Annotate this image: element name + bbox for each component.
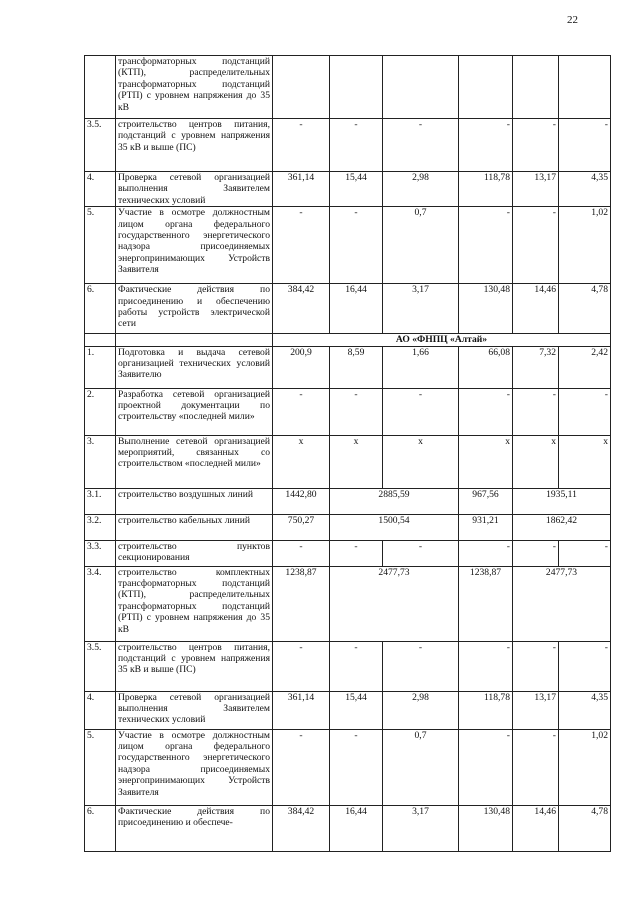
table-row <box>85 119 611 172</box>
value-cell: 1,02 <box>559 729 611 805</box>
value-cell: - <box>330 729 383 805</box>
value-cell <box>513 56 559 119</box>
value-cell: - <box>513 388 559 435</box>
merged-value-cell: 1862,42 <box>513 514 611 540</box>
value-cell: 384,42 <box>273 805 330 851</box>
row-number: 6. <box>85 805 116 851</box>
value-cell: 1238,87 <box>459 566 513 641</box>
value-cell: - <box>459 207 513 284</box>
row-description: Разработка сетевой организацией проектной документации по строительству «последней мили» <box>116 388 273 435</box>
value-cell: - <box>513 540 559 566</box>
table-row <box>85 488 611 514</box>
value-cell: х <box>559 435 611 488</box>
value-cell: 0,7 <box>383 729 459 805</box>
row-description: строительство центров питания, подстанций с уровнем напряжения 35 кВ и выше (ПС) <box>116 119 273 172</box>
table-row <box>85 540 611 566</box>
value-cell: - <box>513 729 559 805</box>
table-row <box>85 805 611 851</box>
value-cell: 14,46 <box>513 805 559 851</box>
value-cell: 66,08 <box>459 346 513 388</box>
row-description: строительство кабельных линий <box>116 514 273 540</box>
table-row <box>85 435 611 488</box>
organization-row <box>85 334 611 346</box>
table-row <box>85 388 611 435</box>
value-cell: 8,59 <box>330 346 383 388</box>
value-cell: 15,44 <box>330 691 383 729</box>
row-number: 6. <box>85 284 116 334</box>
table-row <box>85 207 611 284</box>
value-cell: 3,17 <box>383 805 459 851</box>
value-cell: 967,56 <box>459 488 513 514</box>
row-description: Фактические действия по присоединению и обеспечению работы устройств электрической сети <box>116 284 273 334</box>
value-cell: 14,46 <box>513 284 559 334</box>
value-cell: - <box>459 641 513 691</box>
value-cell: 1442,80 <box>273 488 330 514</box>
table-row <box>85 284 611 334</box>
value-cell: 118,78 <box>459 691 513 729</box>
tariff-table <box>84 55 611 852</box>
value-cell: - <box>330 540 383 566</box>
row-number: 3.5. <box>85 641 116 691</box>
row-number: 3.2. <box>85 514 116 540</box>
table-body <box>85 56 611 852</box>
table-row <box>85 566 611 641</box>
value-cell: - <box>559 540 611 566</box>
row-description: строительство воздушных линий <box>116 488 273 514</box>
value-cell: - <box>559 641 611 691</box>
merged-value-cell: 2885,59 <box>330 488 459 514</box>
merged-value-cell: 1500,54 <box>330 514 459 540</box>
value-cell: - <box>273 641 330 691</box>
value-cell: х <box>330 435 383 488</box>
table-row <box>85 691 611 729</box>
value-cell: 4,35 <box>559 172 611 207</box>
row-number: 3.3. <box>85 540 116 566</box>
value-cell: 1238,87 <box>273 566 330 641</box>
value-cell: 361,14 <box>273 691 330 729</box>
value-cell: - <box>330 207 383 284</box>
value-cell: - <box>383 119 459 172</box>
value-cell: 1,02 <box>559 207 611 284</box>
row-number <box>85 56 116 119</box>
row-description: Проверка сетевой организацией выполнения Заявителем технических условий <box>116 691 273 729</box>
row-description: Участие в осмотре должностным лицом органа федерального государственного энергетического надзора присоединяемых энергопринимающих Устройств Заявителя <box>116 729 273 805</box>
value-cell: х <box>459 435 513 488</box>
org-empty-cell <box>85 334 116 346</box>
value-cell: - <box>273 207 330 284</box>
table-row <box>85 346 611 388</box>
table-row <box>85 56 611 119</box>
value-cell: 16,44 <box>330 284 383 334</box>
merged-value-cell: 2477,73 <box>330 566 459 641</box>
value-cell: 750,27 <box>273 514 330 540</box>
table-row <box>85 729 611 805</box>
org-empty-cell <box>116 334 273 346</box>
merged-value-cell: 2477,73 <box>513 566 611 641</box>
value-cell: 2,42 <box>559 346 611 388</box>
row-description: Участие в осмотре должностным лицом органа федерального государственного энергетического надзора присоединяемых энергопринимающих Устройств Заявителя <box>116 207 273 284</box>
value-cell: - <box>459 388 513 435</box>
value-cell: - <box>330 641 383 691</box>
row-description: трансформаторных подстанций (КТП), распределительных трансформаторных подстанций (РТП) с уровнем напряжения до 35 кВ <box>116 56 273 119</box>
value-cell: - <box>273 540 330 566</box>
value-cell: - <box>513 119 559 172</box>
value-cell: 118,78 <box>459 172 513 207</box>
value-cell: 2,98 <box>383 172 459 207</box>
value-cell: - <box>273 388 330 435</box>
value-cell: 200,9 <box>273 346 330 388</box>
value-cell <box>459 56 513 119</box>
row-description: Проверка сетевой организацией выполнения Заявителем технических условий <box>116 172 273 207</box>
row-number: 1. <box>85 346 116 388</box>
row-number: 3.4. <box>85 566 116 641</box>
value-cell: - <box>383 540 459 566</box>
table-row <box>85 172 611 207</box>
value-cell: - <box>273 729 330 805</box>
value-cell: 7,32 <box>513 346 559 388</box>
value-cell: - <box>459 540 513 566</box>
value-cell <box>273 56 330 119</box>
row-description: Выполнение сетевой организацией мероприятий, связанных со строительством «последней мили» <box>116 435 273 488</box>
table-row <box>85 641 611 691</box>
value-cell <box>559 56 611 119</box>
value-cell: 16,44 <box>330 805 383 851</box>
value-cell: - <box>513 207 559 284</box>
row-description: Подготовка и выдача сетевой организацией технических условий Заявителю <box>116 346 273 388</box>
row-number: 4. <box>85 172 116 207</box>
value-cell: - <box>513 641 559 691</box>
value-cell: 13,17 <box>513 691 559 729</box>
value-cell: 4,78 <box>559 284 611 334</box>
value-cell: - <box>559 119 611 172</box>
row-number: 2. <box>85 388 116 435</box>
value-cell <box>330 56 383 119</box>
value-cell: х <box>273 435 330 488</box>
row-number: 5. <box>85 729 116 805</box>
value-cell: 2,98 <box>383 691 459 729</box>
value-cell: - <box>559 388 611 435</box>
value-cell: 130,48 <box>459 805 513 851</box>
value-cell: 384,42 <box>273 284 330 334</box>
row-description: строительство центров питания, подстанций с уровнем напряжения 35 кВ и выше (ПС) <box>116 641 273 691</box>
value-cell: 931,21 <box>459 514 513 540</box>
page-number: 22 <box>567 14 578 26</box>
value-cell: - <box>273 119 330 172</box>
row-number: 3. <box>85 435 116 488</box>
value-cell: х <box>383 435 459 488</box>
value-cell: - <box>459 729 513 805</box>
table-row <box>85 514 611 540</box>
value-cell: - <box>330 388 383 435</box>
value-cell: - <box>459 119 513 172</box>
value-cell: 3,17 <box>383 284 459 334</box>
value-cell: 1,66 <box>383 346 459 388</box>
organization-title: АО «ФНПЦ «Алтай» <box>273 334 611 346</box>
value-cell: - <box>383 388 459 435</box>
value-cell: - <box>330 119 383 172</box>
value-cell: 4,35 <box>559 691 611 729</box>
row-description: строительство пунктов секционирования <box>116 540 273 566</box>
value-cell: 15,44 <box>330 172 383 207</box>
row-description: Фактические действия по присоединению и обеспече- <box>116 805 273 851</box>
value-cell <box>383 56 459 119</box>
value-cell: 130,48 <box>459 284 513 334</box>
value-cell: х <box>513 435 559 488</box>
value-cell: 4,78 <box>559 805 611 851</box>
value-cell: 0,7 <box>383 207 459 284</box>
merged-value-cell: 1935,11 <box>513 488 611 514</box>
value-cell: 13,17 <box>513 172 559 207</box>
row-description: строительство комплектных трансформаторных подстанций (КТП), распределительных трансформаторных подстанций (РТП) с уровнем напряжения до 35 кВ <box>116 566 273 641</box>
row-number: 3.5. <box>85 119 116 172</box>
value-cell: 361,14 <box>273 172 330 207</box>
row-number: 3.1. <box>85 488 116 514</box>
row-number: 5. <box>85 207 116 284</box>
row-number: 4. <box>85 691 116 729</box>
value-cell: - <box>383 641 459 691</box>
